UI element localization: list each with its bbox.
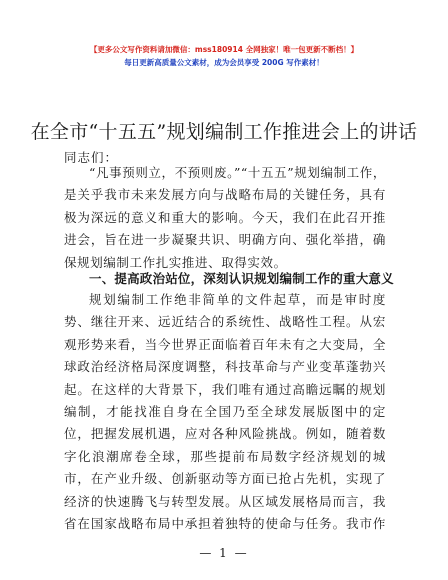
body-paragraph: 规划编制工作绝非简单的文件起草，而是审时度势、继往开来、远近结合的系统性、战略性工程。从宏观形势来看，当今世界正面临着百年未有之大变局，全球政治经济格局深度调整，科技革命与产业变革蓬勃兴起。在这样的大背景下，我们唯有通过高瞻远瞩的规划编制，才能找准自身在全国乃至全球发展版图中的定位，把握发展机遇，应对各种风险挑战。例如，随着数字化浪潮席卷全球，那些提前布局数字经济规划的城市，在产业升级、创新驱动等方面已抢占先机，实现了经济的快速腾飞与转型发展。从区域发展格局而言，我省在国家战略布局中承担着独特的使命与任务。我市作	[64, 292, 386, 532]
body-paragraph: “凡事预则立，不预则废。”“十五五”规划编制工作，是关乎我市未来发展方向与战略布局的关键任务，具有极为深远的意义和重大的影响。今天，我们在此召开推进会，旨在进一步凝聚共识、明确方向、强化举措，确保规划编制工作扎实推进、取得实效。	[64, 165, 386, 270]
section-heading: 一、提高政治站位，深刻认识规划编制工作的重大意义	[89, 271, 394, 286]
salutation: 同志们：	[64, 150, 119, 165]
page-number: — 1 —	[199, 546, 249, 560]
promo-banner-line-1: 【更多公文写作资料请加微信：mss180914 全网独家！唯一包更新不断档！】	[89, 45, 359, 54]
promo-banner-line-2: 每日更新高质量公文素材，成为会员享受 200G 写作素材！	[124, 58, 324, 67]
document-title: 在全市“十五五”规划编制工作推进会上的讲话	[30, 120, 418, 143]
